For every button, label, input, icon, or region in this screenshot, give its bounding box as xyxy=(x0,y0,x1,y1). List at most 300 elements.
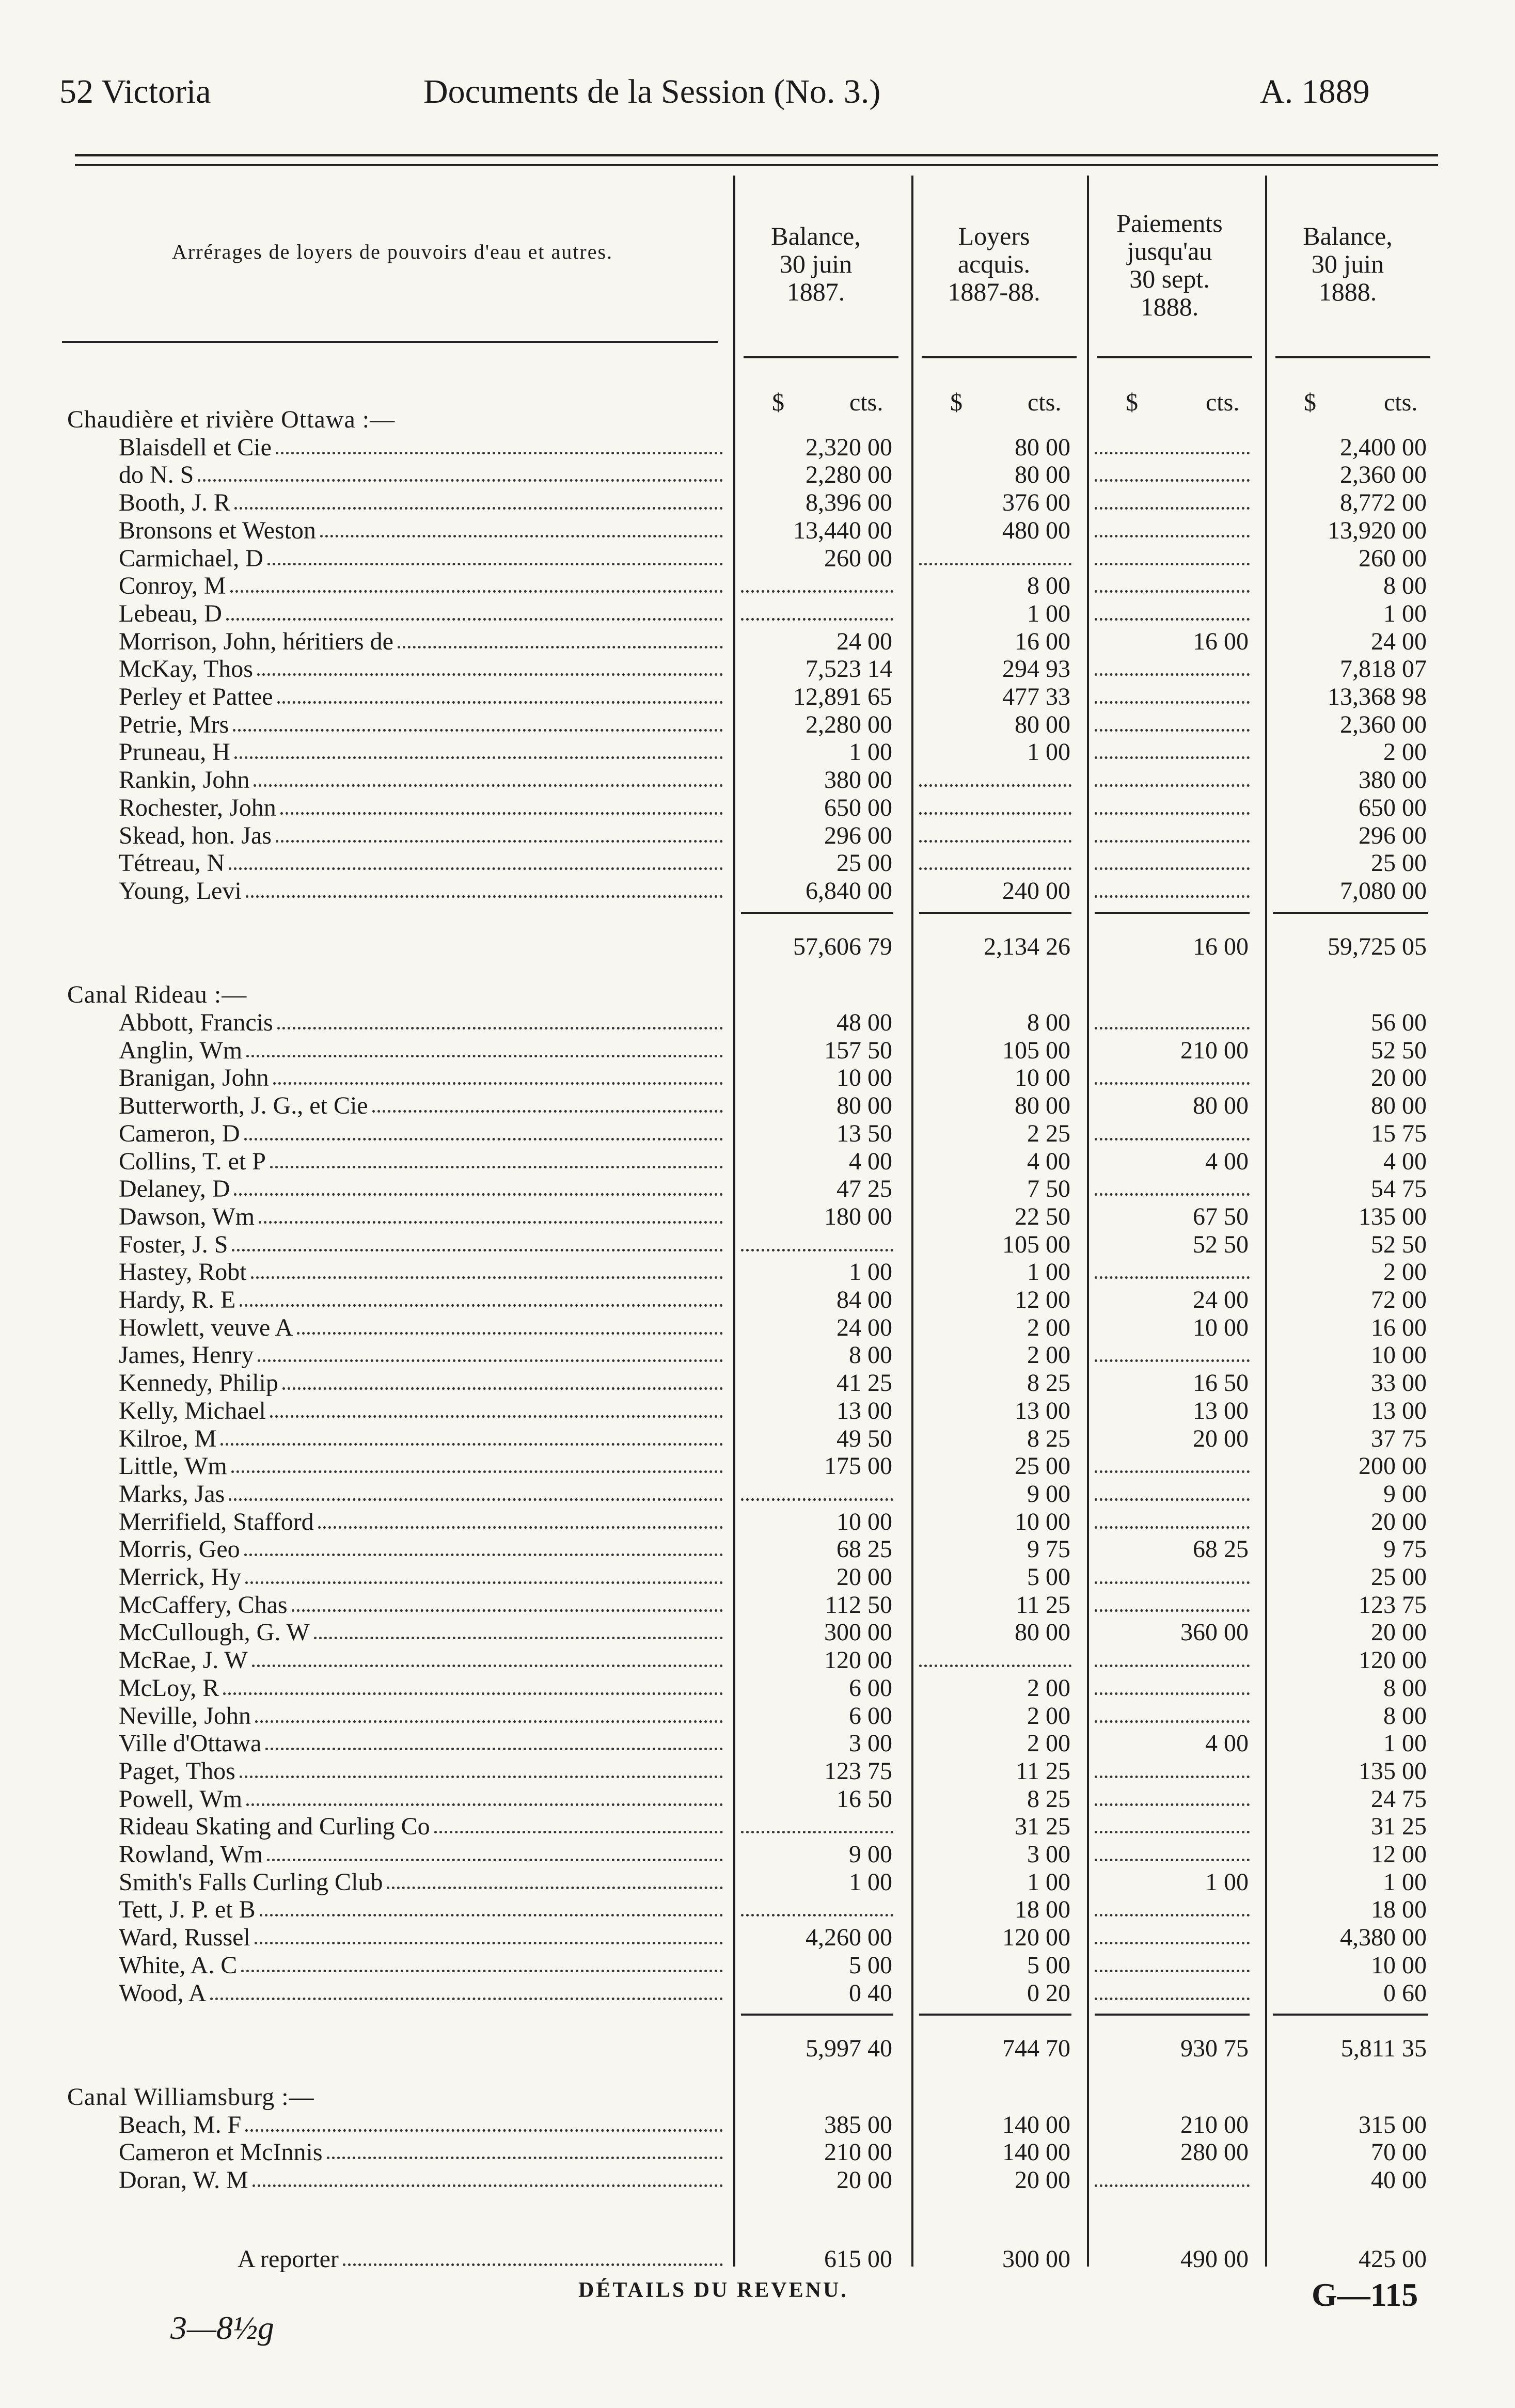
value-cell: 210 00 xyxy=(1180,2111,1249,2138)
empty-cell-leader xyxy=(1095,563,1250,565)
row-leader xyxy=(320,535,723,537)
value-cell: 2 00 xyxy=(1383,1258,1427,1286)
value-cell: 6 00 xyxy=(849,1702,892,1730)
value-cell: 2,280 00 xyxy=(806,710,892,738)
value-cell: 20 00 xyxy=(1371,1619,1427,1646)
column-header-line: Balance, xyxy=(1303,221,1393,250)
row-name: Cameron, D xyxy=(119,1119,240,1147)
row-leader xyxy=(273,1082,723,1085)
header-left: 52 Victoria xyxy=(59,73,211,110)
empty-cell-leader xyxy=(1095,590,1250,593)
value-cell: 4 00 xyxy=(1205,1730,1249,1757)
value-cell: 300 00 xyxy=(1002,2245,1070,2273)
total-rule xyxy=(1095,2014,1250,2016)
row-name: Carmichael, D xyxy=(119,544,263,572)
value-cell: 1 00 xyxy=(849,738,892,766)
column-header-line: 1888. xyxy=(1318,277,1377,306)
unit-cents: cts. xyxy=(1028,389,1062,416)
value-cell: 650 00 xyxy=(824,794,892,821)
value-cell: 123 75 xyxy=(824,1757,892,1785)
value-cell: 84 00 xyxy=(837,1286,892,1313)
value-cell: 25 00 xyxy=(1371,849,1427,877)
value-cell: 2 25 xyxy=(1027,1119,1070,1147)
row-name: Smith's Falls Curling Club xyxy=(119,1868,383,1896)
row-name: Powell, Wm xyxy=(119,1785,243,1813)
row-name: Cameron et McInnis xyxy=(119,2138,323,2166)
empty-cell-leader xyxy=(1095,1803,1250,1806)
value-cell: 2 00 xyxy=(1027,1341,1070,1369)
value-cell: 16 50 xyxy=(1193,1369,1249,1397)
row-name: Rowland, Wm xyxy=(119,1841,263,1868)
footer-page-number: G—115 xyxy=(1312,2276,1418,2313)
value-cell: 175 00 xyxy=(824,1452,892,1480)
heading-underline xyxy=(922,356,1077,358)
row-leader xyxy=(253,2184,723,2187)
value-cell: 380 00 xyxy=(824,766,892,794)
value-cell: 12 00 xyxy=(1015,1286,1070,1313)
column-header xyxy=(1268,222,1428,306)
row-leader xyxy=(258,1359,723,1362)
value-cell: 5 00 xyxy=(1027,1951,1070,1979)
empty-cell-leader xyxy=(1095,452,1250,454)
row-name: Morris, Geo xyxy=(119,1535,240,1563)
row-name: Kelly, Michael xyxy=(119,1397,266,1424)
empty-cell-leader xyxy=(919,840,1071,843)
row-name: Rideau Skating and Curling Co xyxy=(119,1813,430,1841)
row-name: Butterworth, J. G., et Cie xyxy=(119,1092,368,1120)
empty-cell-leader xyxy=(741,618,893,621)
unit-cents: cts. xyxy=(849,389,883,416)
value-cell: 8 00 xyxy=(849,1341,892,1369)
empty-cell-leader xyxy=(1095,729,1250,732)
row-name: Kennedy, Philip xyxy=(119,1369,278,1397)
empty-cell-leader xyxy=(1095,701,1250,704)
value-cell: 8 00 xyxy=(1383,572,1427,600)
value-cell: 41 25 xyxy=(837,1369,892,1397)
row-leader xyxy=(276,840,723,843)
value-cell: 80 00 xyxy=(837,1092,892,1120)
value-cell: 16 50 xyxy=(837,1785,892,1813)
value-cell: 120 00 xyxy=(824,1646,892,1674)
row-leader xyxy=(267,563,723,565)
row-leader xyxy=(255,1720,723,1723)
value-cell: 315 00 xyxy=(1359,2111,1427,2138)
value-cell: 47 25 xyxy=(837,1175,892,1203)
row-leader xyxy=(231,1470,723,1473)
row-leader xyxy=(254,784,723,787)
value-cell: 120 00 xyxy=(1359,1646,1427,1674)
row-leader xyxy=(233,729,723,732)
value-cell: 13 50 xyxy=(837,1119,892,1147)
value-cell: 2,280 00 xyxy=(806,461,892,489)
value-cell: 5 00 xyxy=(1027,1563,1070,1591)
value-cell: 20 00 xyxy=(1015,2166,1070,2194)
row-leader xyxy=(244,1138,723,1140)
row-leader xyxy=(277,701,723,704)
value-cell: 477 33 xyxy=(1002,683,1070,710)
value-cell: 13 00 xyxy=(837,1397,892,1424)
value-cell: 80 00 xyxy=(1015,710,1070,738)
empty-cell-leader xyxy=(1095,784,1250,787)
row-name: do N. S xyxy=(119,461,194,489)
empty-cell-leader xyxy=(1095,1609,1250,1612)
value-cell: 1 00 xyxy=(1383,1730,1427,1757)
value-cell: 24 00 xyxy=(1371,627,1427,655)
row-name: Marks, Jas xyxy=(119,1480,225,1508)
row-name: Merrick, Hy xyxy=(119,1563,242,1591)
value-cell: 25 00 xyxy=(837,849,892,877)
row-leader xyxy=(234,756,723,759)
row-leader xyxy=(240,1776,723,1778)
row-name: Rankin, John xyxy=(119,766,250,794)
row-leader xyxy=(240,1304,723,1307)
row-leader xyxy=(246,895,723,898)
empty-cell-leader xyxy=(919,784,1071,787)
value-cell: 13 00 xyxy=(1371,1397,1427,1424)
empty-cell-leader xyxy=(919,867,1071,870)
row-name: Blaisdell et Cie xyxy=(119,433,272,461)
value-cell: 52 50 xyxy=(1371,1230,1427,1258)
value-cell: 8,396 00 xyxy=(806,489,892,517)
value-cell: 120 00 xyxy=(1002,1924,1070,1952)
row-name: McKay, Thos xyxy=(119,655,253,683)
value-cell: 8 00 xyxy=(1383,1674,1427,1702)
value-cell: 80 00 xyxy=(1015,461,1070,489)
row-name: Ville d'Ottawa xyxy=(119,1730,262,1757)
row-name: Little, Wm xyxy=(119,1452,227,1480)
row-name: Collins, T. et P xyxy=(119,1147,266,1175)
value-cell: 2 00 xyxy=(1027,1313,1070,1341)
value-cell: 9 75 xyxy=(1383,1535,1427,1563)
row-name: Beach, M. F xyxy=(119,2111,242,2138)
row-leader xyxy=(280,812,723,815)
value-cell: 490 00 xyxy=(1180,2245,1249,2273)
value-cell: 18 00 xyxy=(1015,1896,1070,1924)
empty-cell-leader xyxy=(1095,1720,1250,1723)
row-leader xyxy=(387,1887,723,1889)
row-leader xyxy=(434,1831,723,1833)
value-cell: 57,606 79 xyxy=(793,932,892,960)
value-cell: 9 00 xyxy=(849,1841,892,1868)
row-name: Young, Levi xyxy=(119,877,242,905)
value-cell: 1 00 xyxy=(1383,599,1427,627)
header-rule-bottom xyxy=(75,164,1438,166)
header-center: Documents de la Session (No. 3.) xyxy=(423,73,881,110)
value-cell: 20 00 xyxy=(837,2166,892,2194)
value-cell: 7 50 xyxy=(1027,1175,1070,1203)
row-name: Pruneau, H xyxy=(119,738,230,766)
empty-cell-leader xyxy=(1095,2184,1250,2187)
row-leader xyxy=(282,1387,723,1390)
value-cell: 5 00 xyxy=(849,1951,892,1979)
row-leader xyxy=(270,1166,723,1168)
value-cell: 80 00 xyxy=(1371,1092,1427,1120)
value-cell: 13,920 00 xyxy=(1328,516,1427,544)
empty-cell-leader xyxy=(1095,1193,1250,1196)
value-cell: 4 00 xyxy=(849,1147,892,1175)
value-cell: 59,725 05 xyxy=(1328,932,1427,960)
value-cell: 2 00 xyxy=(1383,738,1427,766)
row-name: Anglin, Wm xyxy=(119,1036,243,1064)
value-cell: 9 00 xyxy=(1027,1480,1070,1508)
row-leader xyxy=(372,1110,723,1113)
unit-cents: cts. xyxy=(1206,389,1240,416)
column-header-line: 1887-88. xyxy=(948,277,1040,306)
value-cell: 20 00 xyxy=(1371,1508,1427,1535)
value-cell: 105 00 xyxy=(1002,1036,1070,1064)
value-cell: 15 75 xyxy=(1371,1119,1427,1147)
value-cell: 360 00 xyxy=(1180,1619,1249,1646)
value-cell: 7,080 00 xyxy=(1340,877,1427,905)
row-name: Paget, Thos xyxy=(119,1757,235,1785)
row-leader xyxy=(257,673,723,676)
row-name: McCullough, G. W xyxy=(119,1619,310,1646)
value-cell: 13,368 98 xyxy=(1328,683,1427,710)
row-name: Abbott, Francis xyxy=(119,1009,273,1036)
column-divider xyxy=(911,176,913,2267)
value-cell: 1 00 xyxy=(849,1868,892,1896)
empty-cell-leader xyxy=(1095,1470,1250,1473)
value-cell: 296 00 xyxy=(1359,821,1427,849)
value-cell: 157 50 xyxy=(824,1036,892,1064)
value-cell: 11 25 xyxy=(1015,1757,1070,1785)
total-rule xyxy=(1095,912,1250,914)
empty-cell-leader xyxy=(1095,1776,1250,1778)
row-leader xyxy=(251,1276,723,1279)
value-cell: 2,320 00 xyxy=(806,433,892,461)
value-cell: 13 00 xyxy=(1015,1397,1070,1424)
column-header-line: jusqu'au xyxy=(1127,236,1212,265)
row-name: Skead, hon. Jas xyxy=(119,821,272,849)
row-name: Ward, Russel xyxy=(119,1924,250,1952)
value-cell: 7,523 14 xyxy=(806,655,892,683)
value-cell: 40 00 xyxy=(1371,2166,1427,2194)
row-leader xyxy=(297,1332,723,1335)
row-name: Foster, J. S xyxy=(119,1230,228,1258)
value-cell: 0 20 xyxy=(1027,1979,1070,2007)
value-cell: 0 40 xyxy=(849,1979,892,2007)
unit-dollar: $ xyxy=(1126,389,1138,416)
row-leader xyxy=(198,479,723,482)
footer-label: DÉTAILS DU REVENU. xyxy=(578,2278,848,2302)
row-leader xyxy=(270,1415,723,1418)
value-cell: 2,360 00 xyxy=(1340,461,1427,489)
value-cell: 8,772 00 xyxy=(1340,489,1427,517)
value-cell: 7,818 07 xyxy=(1340,655,1427,683)
column-header-line: 1888. xyxy=(1140,292,1199,321)
row-leader xyxy=(260,1914,723,1916)
row-leader xyxy=(292,1609,723,1612)
row-name: Merrifield, Stafford xyxy=(119,1508,314,1535)
empty-cell-leader xyxy=(1095,1276,1250,1279)
value-cell: 376 00 xyxy=(1002,489,1070,517)
empty-cell-leader xyxy=(1095,1498,1250,1501)
value-cell: 72 00 xyxy=(1371,1286,1427,1313)
value-cell: 385 00 xyxy=(824,2111,892,2138)
value-cell: 25 00 xyxy=(1015,1452,1070,1480)
value-cell: 16 00 xyxy=(1193,932,1249,960)
empty-cell-leader xyxy=(741,1914,893,1916)
row-name: McCaffery, Chas xyxy=(119,1591,288,1619)
column-header xyxy=(1090,209,1250,321)
value-cell: 105 00 xyxy=(1002,1230,1070,1258)
value-cell: 11 25 xyxy=(1015,1591,1070,1619)
row-name: Howlett, veuve A xyxy=(119,1313,293,1341)
row-name: Doran, W. M xyxy=(119,2166,248,2194)
row-name: Tett, J. P. et B xyxy=(119,1896,256,1924)
row-leader xyxy=(277,1027,723,1029)
empty-cell-leader xyxy=(1095,1027,1250,1029)
value-cell: 123 75 xyxy=(1359,1591,1427,1619)
value-cell: 10 00 xyxy=(1015,1508,1070,1535)
value-cell: 2 00 xyxy=(1027,1730,1070,1757)
row-leader xyxy=(398,646,723,648)
value-cell: 16 00 xyxy=(1015,627,1070,655)
value-cell: 8 00 xyxy=(1383,1702,1427,1730)
value-cell: 8 00 xyxy=(1027,1009,1070,1036)
value-cell: 296 00 xyxy=(824,821,892,849)
value-cell: 37 75 xyxy=(1371,1424,1427,1452)
value-cell: 56 00 xyxy=(1371,1009,1427,1036)
value-cell: 20 00 xyxy=(1371,1064,1427,1092)
value-cell: 1 00 xyxy=(1027,599,1070,627)
value-cell: 10 00 xyxy=(837,1508,892,1535)
row-name: Hardy, R. E xyxy=(119,1286,236,1313)
value-cell: 8 25 xyxy=(1027,1369,1070,1397)
value-cell: 49 50 xyxy=(837,1424,892,1452)
column-divider xyxy=(1087,176,1089,2267)
empty-cell-leader xyxy=(1095,673,1250,676)
value-cell: 10 00 xyxy=(1193,1313,1249,1341)
column-header-line: 30 juin xyxy=(1311,249,1384,278)
row-name: Hastey, Robt xyxy=(119,1258,247,1286)
empty-cell-leader xyxy=(1095,1082,1250,1085)
value-cell: 20 00 xyxy=(837,1563,892,1591)
empty-cell-leader xyxy=(1095,1998,1250,2000)
total-rule xyxy=(1273,912,1428,914)
row-name: Rochester, John xyxy=(119,794,276,821)
value-cell: 31 25 xyxy=(1015,1813,1070,1841)
row-leader xyxy=(223,1692,723,1695)
row-leader xyxy=(232,1249,723,1251)
value-cell: 9 00 xyxy=(1383,1480,1427,1508)
unit-cents: cts. xyxy=(1384,389,1418,416)
carry-forward-label: A reporter xyxy=(238,2245,339,2273)
value-cell: 930 75 xyxy=(1180,2035,1249,2063)
empty-cell-leader xyxy=(1095,867,1250,870)
value-cell: 18 00 xyxy=(1371,1896,1427,1924)
empty-cell-leader xyxy=(1095,507,1250,510)
row-leader xyxy=(327,2157,723,2159)
total-rule xyxy=(919,2014,1071,2016)
value-cell: 1 00 xyxy=(1027,738,1070,766)
value-cell: 68 25 xyxy=(1193,1535,1249,1563)
value-cell: 480 00 xyxy=(1002,516,1070,544)
empty-cell-leader xyxy=(1095,1138,1250,1140)
row-leader xyxy=(234,1193,723,1196)
empty-cell-leader xyxy=(1095,840,1250,843)
heading-underline xyxy=(1275,356,1430,358)
heading-underline xyxy=(62,341,718,343)
row-name: Neville, John xyxy=(119,1702,251,1730)
value-cell: 260 00 xyxy=(824,544,892,572)
row-leader xyxy=(318,1526,723,1529)
row-name: Branigan, John xyxy=(119,1064,269,1092)
value-cell: 135 00 xyxy=(1359,1202,1427,1230)
row-leader xyxy=(276,452,723,454)
value-cell: 9 75 xyxy=(1027,1535,1070,1563)
value-cell: 80 00 xyxy=(1015,1619,1070,1646)
value-cell: 140 00 xyxy=(1002,2138,1070,2166)
row-leader xyxy=(343,2263,723,2266)
value-cell: 112 50 xyxy=(825,1591,892,1619)
value-cell: 48 00 xyxy=(837,1009,892,1036)
value-cell: 8 25 xyxy=(1027,1424,1070,1452)
section-title: Canal Williamsburg :— xyxy=(67,2083,314,2111)
value-cell: 52 50 xyxy=(1193,1230,1249,1258)
row-leader xyxy=(267,1859,723,1861)
row-leader xyxy=(245,2129,723,2132)
empty-cell-leader xyxy=(1095,1665,1250,1667)
row-leader xyxy=(210,1998,723,2000)
value-cell: 8 25 xyxy=(1027,1785,1070,1813)
value-cell: 4 00 xyxy=(1205,1147,1249,1175)
value-cell: 3 00 xyxy=(849,1730,892,1757)
empty-cell-leader xyxy=(1095,1526,1250,1529)
empty-cell-leader xyxy=(1095,1970,1250,1972)
value-cell: 2,134 26 xyxy=(984,932,1070,960)
column-header xyxy=(914,222,1074,306)
empty-cell-leader xyxy=(741,590,893,593)
column-divider xyxy=(733,176,735,2267)
column-header-line: acquis. xyxy=(957,249,1031,278)
empty-cell-leader xyxy=(1095,479,1250,482)
value-cell: 300 00 xyxy=(824,1619,892,1646)
value-cell: 0 60 xyxy=(1383,1979,1427,2007)
value-cell: 24 75 xyxy=(1371,1785,1427,1813)
value-cell: 615 00 xyxy=(824,2245,892,2273)
value-cell: 240 00 xyxy=(1002,877,1070,905)
value-cell: 260 00 xyxy=(1359,544,1427,572)
value-cell: 2,360 00 xyxy=(1340,710,1427,738)
row-leader xyxy=(244,1554,723,1556)
header-rule-top xyxy=(75,154,1438,156)
value-cell: 2 00 xyxy=(1027,1674,1070,1702)
row-leader xyxy=(241,1970,723,1972)
row-name: Booth, J. R xyxy=(119,489,231,517)
empty-cell-leader xyxy=(1095,618,1250,621)
value-cell: 294 93 xyxy=(1002,655,1070,683)
row-name: Perley et Pattee xyxy=(119,683,273,710)
value-cell: 31 25 xyxy=(1371,1813,1427,1841)
value-cell: 52 50 xyxy=(1371,1036,1427,1064)
value-cell: 2 00 xyxy=(1027,1702,1070,1730)
empty-cell-leader xyxy=(741,1249,893,1251)
row-leader xyxy=(265,1748,723,1750)
empty-cell-leader xyxy=(1095,812,1250,815)
empty-cell-leader xyxy=(741,1831,893,1833)
section-title: Chaudière et rivière Ottawa :— xyxy=(67,406,396,433)
value-cell: 24 00 xyxy=(837,627,892,655)
column-header-line: 30 sept. xyxy=(1129,264,1210,293)
empty-cell-leader xyxy=(1095,1692,1250,1695)
value-cell: 68 25 xyxy=(837,1535,892,1563)
empty-cell-leader xyxy=(1095,1942,1250,1944)
row-name: Petrie, Mrs xyxy=(119,710,229,738)
row-leader xyxy=(252,1665,723,1667)
total-rule xyxy=(1273,2014,1428,2016)
value-cell: 80 00 xyxy=(1015,1092,1070,1120)
